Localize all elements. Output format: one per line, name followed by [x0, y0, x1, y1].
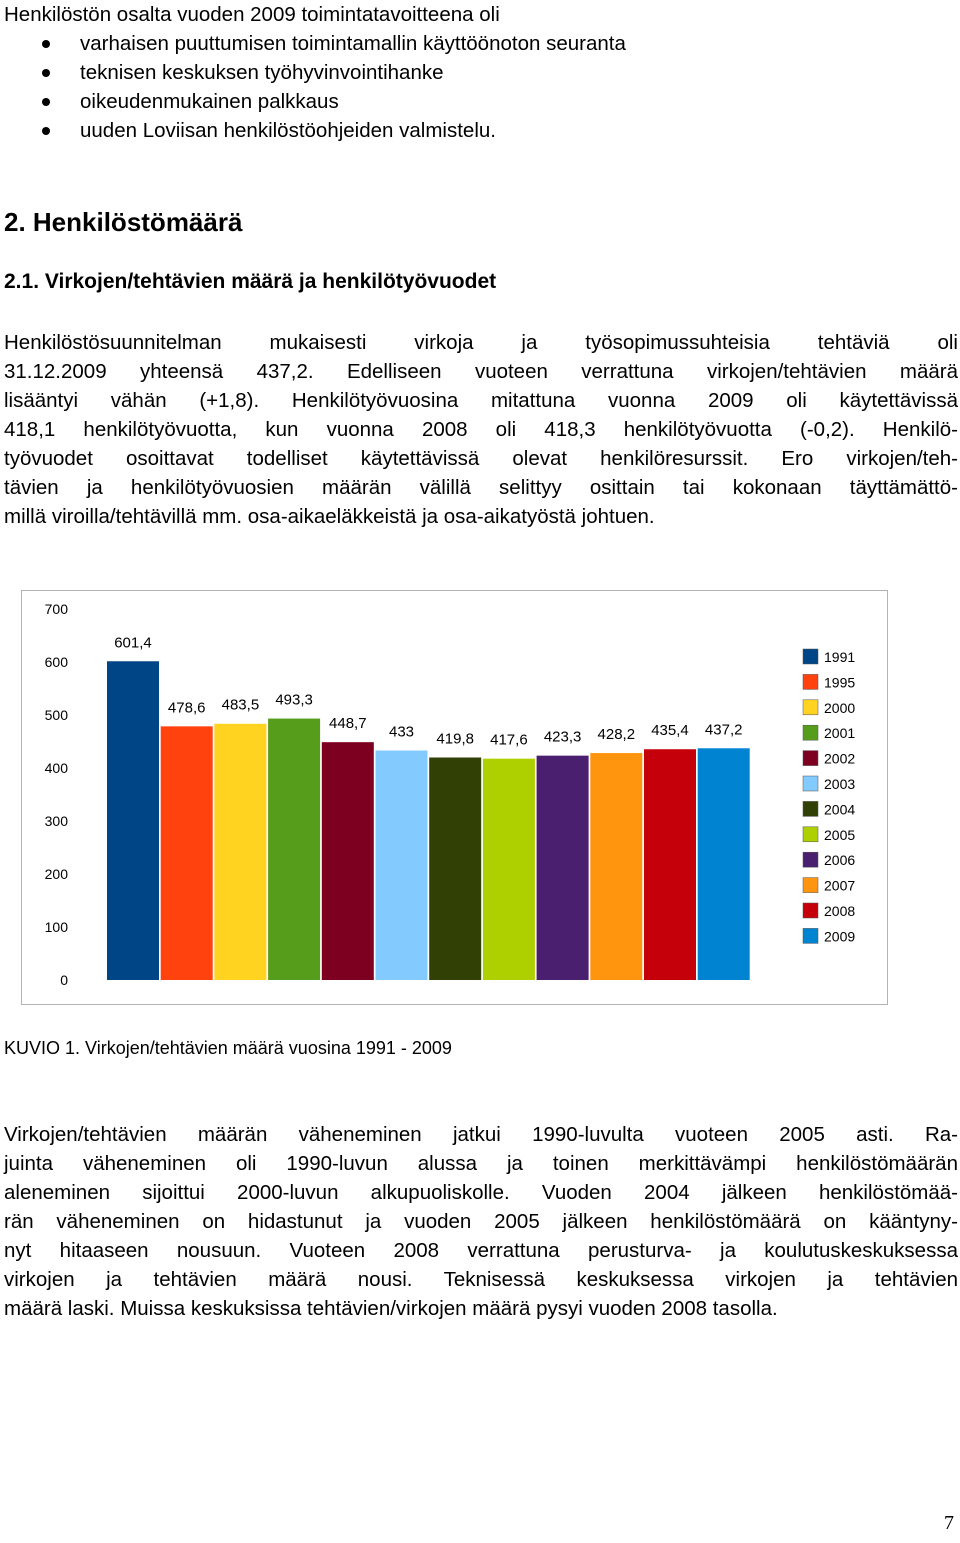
legend-label: 2006	[824, 852, 856, 869]
legend-label: 2002	[824, 750, 856, 767]
data-label: 601,4	[114, 634, 152, 652]
paragraph-line: rän väheneminen on hidastunut ja vuoden 2005 jälkeen henkilöstömäärä on kääntyny-	[4, 1210, 958, 1233]
paragraph-line: lisääntyi vähän (+1,8). Henkilötyövuosina mitattuna vuonna 2009 oli käytettävissä	[4, 389, 958, 412]
legend-swatch	[803, 903, 818, 918]
y-tick-label: 100	[44, 919, 68, 935]
legend-label: 2003	[824, 776, 856, 792]
data-label: 478,6	[167, 699, 206, 717]
figure-caption: KUVIO 1. Virkojen/tehtävien määrä vuosina 1991 - 2009	[4, 1038, 452, 1058]
legend-swatch	[803, 725, 818, 740]
paragraph-line: juinta väheneminen oli 1990-luvun alussa ja toinen merkittävämpi henkilöstömäärän	[4, 1152, 958, 1175]
paragraph-line: 31.12.2009 yhteensä 437,2. Edelliseen vuoteen verrattuna virkojen/tehtävien määrä	[4, 360, 958, 383]
legend-label: 2005	[824, 826, 856, 843]
paragraph-line: Henkilöstösuunnitelman mukaisesti virkoja ja työsopimussuhteisia tehtäviä oli	[4, 331, 958, 354]
y-tick-label: 0	[60, 972, 68, 988]
legend-swatch	[803, 827, 818, 842]
bar-2005	[483, 759, 535, 980]
paragraph-line: tävien ja henkilötyövuosien määrän välillä selittyy osittain tai kokonaan täyttämättö-	[4, 476, 958, 499]
bullet-icon	[42, 40, 50, 48]
data-label: 417,6	[490, 731, 528, 749]
data-label: 433	[388, 723, 415, 741]
legend-swatch	[803, 751, 818, 766]
staff-bar-chart	[21, 590, 889, 1006]
legend-swatch	[803, 700, 818, 715]
bar-2001	[268, 719, 320, 980]
legend-swatch	[803, 928, 818, 943]
y-tick-label: 200	[44, 866, 68, 882]
paragraph-line: 418,1 henkilötyövuotta, kun vuonna 2008 oli 418,3 henkilötyövuotta (-0,2). Henkilö-	[4, 418, 958, 441]
section-heading: 2. Henkilöstömäärä	[4, 207, 243, 237]
bullet-icon	[42, 98, 50, 106]
subsection-heading: 2.1. Virkojen/tehtävien määrä ja henkilötyövuodet	[4, 270, 497, 293]
legend-label: 2000	[824, 699, 856, 716]
paragraph-line: nyt hitaaseen nousuun. Vuoteen 2008 verrattuna perusturva- ja koulutuskeskuksessa	[4, 1239, 958, 1262]
data-label: 483,5	[221, 696, 260, 714]
legend-label: 1995	[824, 674, 856, 691]
legend-swatch	[803, 801, 818, 816]
y-tick-label: 500	[44, 707, 68, 723]
legend-label: 2009	[824, 928, 856, 945]
data-label: 423,3	[543, 728, 582, 746]
y-tick-label: 600	[44, 654, 68, 670]
paragraph-line: millä viroilla/tehtävillä mm. osa-aikaeläkkeistä ja osa-aikatyöstä johtuen.	[4, 505, 655, 528]
data-label: 435,4	[651, 722, 689, 740]
goal-item: oikeudenmukainen palkkaus	[80, 90, 339, 113]
intro-text: Henkilöstön osalta vuoden 2009 toimintatavoitteena oli	[4, 3, 500, 26]
bullet-icon	[42, 127, 50, 135]
legend-label: 2001	[824, 725, 856, 742]
page-number: 7	[944, 1512, 954, 1534]
data-label: 428,2	[597, 726, 636, 744]
bar-1995	[161, 726, 213, 980]
bar-1991	[107, 661, 159, 980]
paragraph-line: määrä laski. Muissa keskuksissa tehtävien/virkojen määrä pysyi vuoden 2008 tasolla.	[4, 1297, 778, 1320]
legend-label: 2008	[824, 903, 856, 919]
y-tick-label: 300	[44, 813, 68, 829]
data-label: 437,2	[704, 721, 743, 739]
legend-swatch	[803, 674, 818, 689]
goal-item: teknisen keskuksen työhyvinvointihanke	[80, 61, 444, 84]
paragraph-line: virkojen ja tehtävien määrä nousi. Teknisessä keskuksessa virkojen ja tehtävien	[4, 1268, 958, 1291]
legend-swatch	[803, 878, 818, 893]
bullet-icon	[42, 69, 50, 77]
legend-swatch	[803, 776, 818, 791]
y-tick-label: 700	[44, 601, 68, 617]
goal-item: uuden Loviisan henkilöstöohjeiden valmistelu.	[80, 119, 496, 142]
legend-swatch	[803, 649, 818, 664]
bar-2002	[322, 742, 374, 980]
legend-label: 2004	[824, 801, 856, 818]
paragraph-line: aleneminen sijoittui 2000-luvun alkupuoliskolle. Vuoden 2004 jälkeen henkilöstömää-	[4, 1181, 958, 1204]
bar-2007	[590, 753, 642, 980]
bar-2000	[214, 724, 266, 980]
bar-2009	[698, 748, 750, 980]
y-tick-label: 400	[44, 760, 68, 776]
legend-label: 1991	[824, 649, 856, 665]
data-label: 419,8	[436, 730, 474, 748]
legend-label: 2007	[824, 877, 856, 894]
data-label: 448,7	[329, 715, 367, 733]
bar-2006	[537, 756, 589, 980]
bar-2004	[429, 758, 481, 980]
bar-2003	[376, 751, 428, 980]
paragraph-line: Virkojen/tehtävien määrän väheneminen jatkui 1990-luvulta vuoteen 2005 asti. Ra-	[4, 1123, 958, 1146]
bar-2008	[644, 749, 696, 980]
paragraph-line: työvuodet osoittavat todelliset käytettävissä olevat henkilöresurssit. Ero virkojen/teh-	[4, 447, 958, 470]
data-label: 493,3	[275, 691, 313, 709]
legend-swatch	[803, 852, 818, 867]
goal-item: varhaisen puuttumisen toimintamallin käyttöönoton seuranta	[80, 32, 626, 55]
